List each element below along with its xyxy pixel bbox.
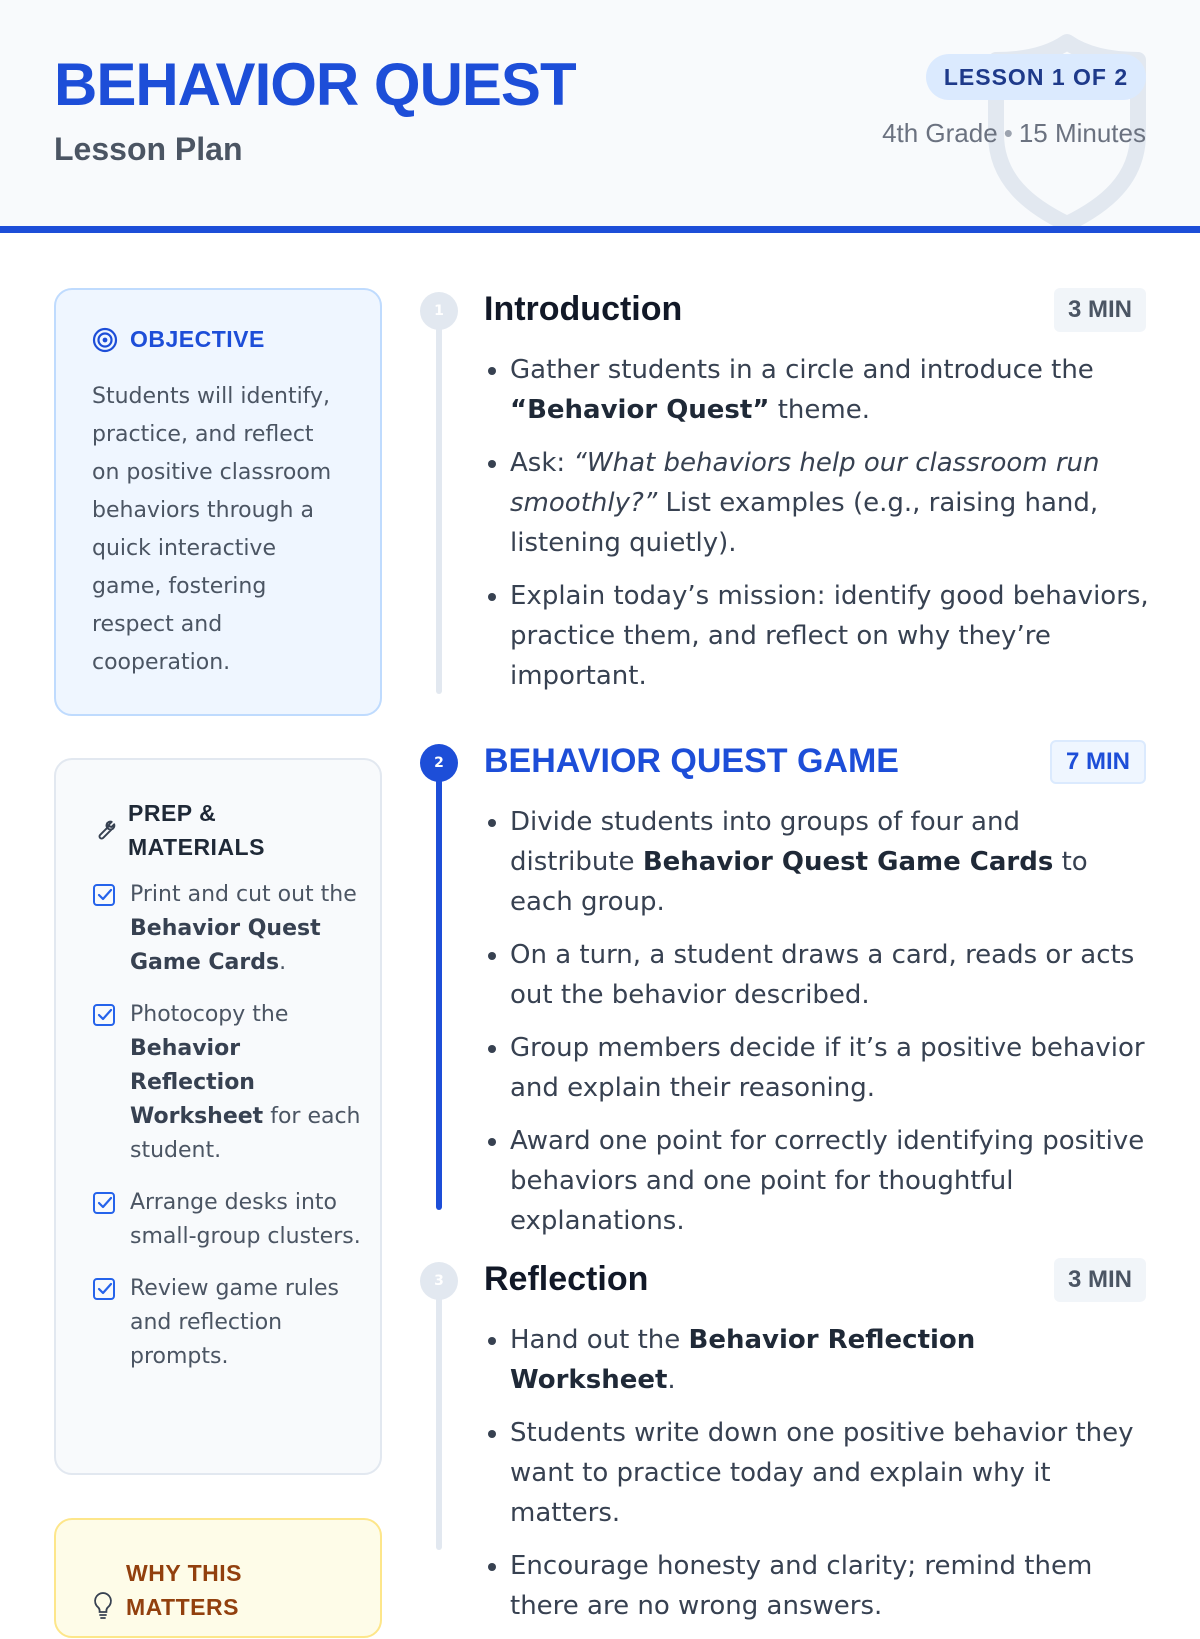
page-subtitle: Lesson Plan xyxy=(54,131,243,167)
step-bullets xyxy=(510,802,1150,1254)
step-title: BEHAVIOR QUEST GAME xyxy=(484,742,899,780)
bullet-bold-text: “Behavior Quest” xyxy=(510,395,770,425)
step-bullet: • Ask: “What behaviors help our classroom run smoothly?” List examples (e.g., raising hand, listening quietly). xyxy=(510,443,1150,563)
step-bullet: • On a turn, a student draws a card, reads or acts out the behavior described. xyxy=(510,935,1150,1015)
timeline-line-step-2 xyxy=(436,760,442,1210)
checkbox-icon xyxy=(92,1277,116,1301)
step-bullet: • Students write down one positive behavior they want to practice today and explain why it matters. xyxy=(510,1413,1150,1533)
prep-item xyxy=(92,1186,362,1254)
step-bullets xyxy=(510,350,1150,709)
prep-item xyxy=(92,878,362,980)
prep-item xyxy=(92,1272,362,1374)
objective-heading xyxy=(92,326,265,353)
step-bullet: • Explain today’s mission: identify good behaviors, practice them, and reflect on why they’re important. xyxy=(510,576,1150,696)
step-bullets xyxy=(510,1320,1150,1639)
bullet-italic-text: “What behaviors help our classroom run smoothly?” xyxy=(510,448,1100,518)
meta-separator: • xyxy=(1003,118,1013,148)
checkbox-icon xyxy=(92,883,116,907)
step-title: Introduction xyxy=(484,290,683,328)
lightbulb-icon xyxy=(92,1591,114,1619)
why-card xyxy=(54,1518,382,1638)
step-bullet: • Gather students in a circle and introduce the “Behavior Quest” theme. xyxy=(510,350,1150,430)
prep-card xyxy=(54,758,382,1475)
header-divider xyxy=(0,226,1200,233)
timeline-line-step-3 xyxy=(436,1276,442,1550)
time-badge: 3 MIN xyxy=(1054,288,1146,332)
time-badge: 3 MIN xyxy=(1054,1258,1146,1302)
step-bullet: • Encourage honesty and clarity; remind them there are no wrong answers. xyxy=(510,1546,1150,1626)
target-icon xyxy=(92,327,118,353)
prep-list xyxy=(92,878,362,1392)
bullet-bold-text: Behavior Reflection Worksheet xyxy=(510,1325,976,1395)
lesson-header xyxy=(0,0,1200,226)
duration-label: 15 Minutes xyxy=(1018,118,1146,148)
objective-heading-label: OBJECTIVE xyxy=(130,326,265,352)
why-heading-label: WHY THIS MATTERS xyxy=(126,1560,243,1620)
step-title: Reflection xyxy=(484,1260,649,1298)
prep-item-text: Print and cut out the Behavior Quest Game Cards. xyxy=(130,882,357,975)
step-number-2: 2 xyxy=(420,744,458,782)
step-number-3: 3 xyxy=(420,1262,458,1300)
bullet-bold-text: Behavior Quest Game Cards xyxy=(642,847,1054,877)
prep-item xyxy=(92,998,362,1168)
step-bullet: • Divide students into groups of four and distribute Behavior Quest Game Cards to each group. xyxy=(510,802,1150,922)
step-number-1: 1 xyxy=(420,292,458,330)
grade-label: 4th Grade xyxy=(882,118,998,148)
timeline-line-step-1 xyxy=(436,300,442,694)
prep-item-text: Photocopy the Behavior Reflection Worksheet for each student. xyxy=(130,1002,361,1163)
objective-text: Students will identify, practice, and reflect on positive classroom behaviors through a quick interactive game, fostering respect and cooperation. xyxy=(92,384,332,675)
objective-card xyxy=(54,288,382,716)
checkbox-icon xyxy=(92,1003,116,1027)
step-bullet: • Hand out the Behavior Reflection Worksheet. xyxy=(510,1320,1150,1400)
prep-item-bold: Behavior Reflection Worksheet xyxy=(130,1036,264,1129)
step-bullet: • Group members decide if it’s a positive behavior and explain their reasoning. xyxy=(510,1028,1150,1108)
wrench-icon xyxy=(92,818,116,842)
prep-heading-label: PREP & MATERIALS xyxy=(128,800,265,860)
prep-item-text: Review game rules and reflection prompts. xyxy=(130,1276,339,1369)
lesson-meta xyxy=(882,118,1146,149)
prep-item-text: Arrange desks into small-group clusters. xyxy=(130,1190,361,1249)
page-title: BEHAVIOR QUEST xyxy=(54,51,576,118)
checkbox-icon xyxy=(92,1191,116,1215)
prep-item-bold: Behavior Quest Game Cards xyxy=(130,916,321,975)
lesson-badge: LESSON 1 OF 2 xyxy=(926,54,1146,100)
step-bullet: • Award one point for correctly identifying positive behaviors and one point for thoughtful explanations. xyxy=(510,1121,1150,1241)
time-badge: 7 MIN xyxy=(1050,740,1146,784)
why-heading xyxy=(92,1556,352,1624)
prep-heading xyxy=(92,796,352,864)
